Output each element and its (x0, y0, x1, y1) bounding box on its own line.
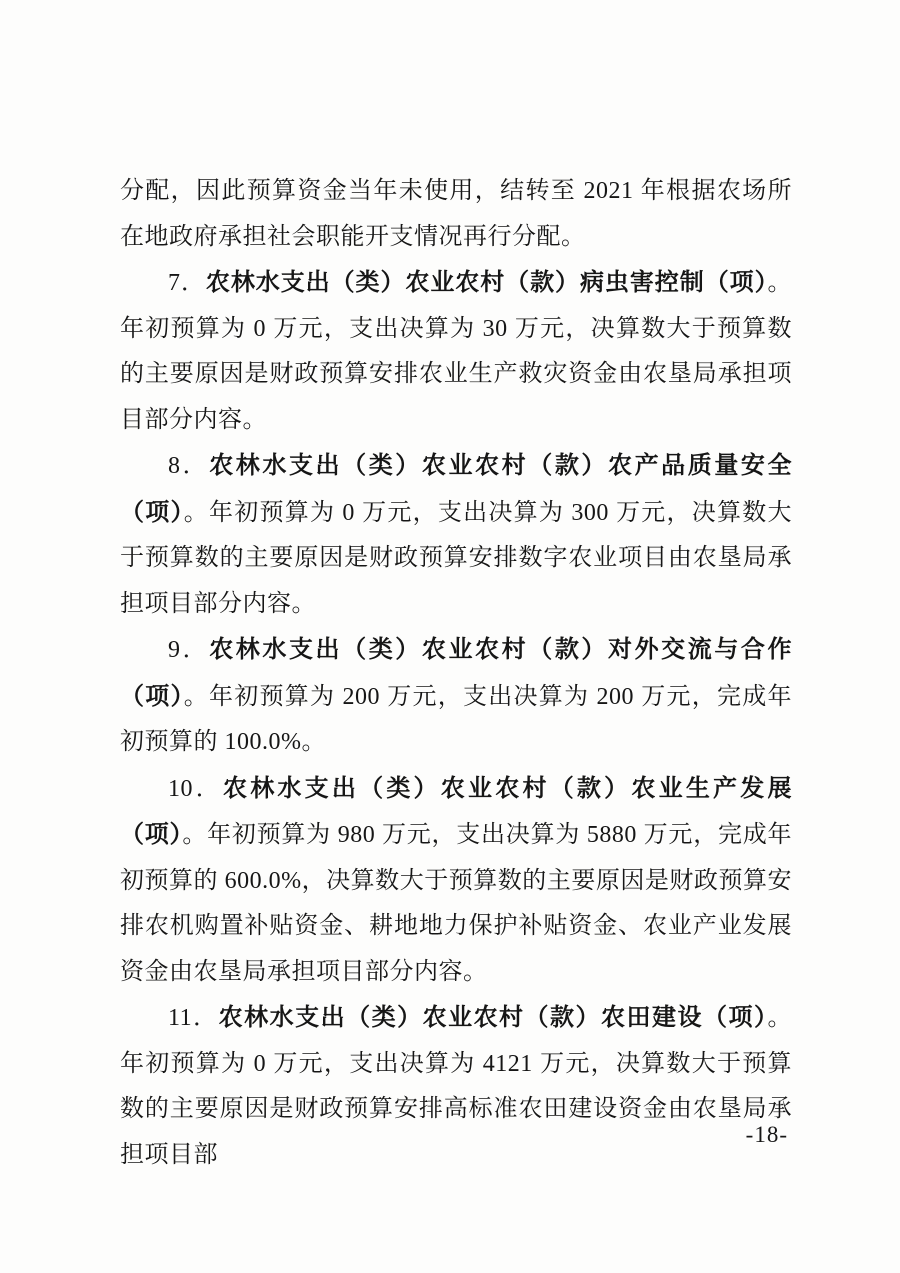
para-carryover-continuation (120, 169, 792, 260)
text-run: 分配，因此预算资金当年未使用，结转至 2021 年根据农场所在地政府承担社会职能开支情况再行分配。 (120, 178, 792, 250)
document-body (120, 169, 792, 1178)
text-run: 。年初预算为 980 万元，支出决算为 5880 万元，完成年初预算的 600.0%，决算数大于预算数的主要原因是财政预算安排农机购置补贴资金、耕地地力保护补贴资金、农业产业发展资金由农垦局承担项目部分内容。 (120, 822, 793, 985)
text-run: 9． (168, 637, 210, 663)
para-item-10-agricultural-production-development (120, 766, 792, 996)
heading-run: 农林水支出（类）农业农村（款）对外交流与合作（项） (120, 636, 793, 710)
text-run: 7． (168, 270, 206, 296)
text-run: 11． (168, 1005, 219, 1031)
para-item-8-produce-quality-safety (120, 443, 792, 627)
para-item-9-foreign-exchange-cooperation (120, 627, 792, 766)
para-item-7-pest-control (120, 260, 792, 443)
text-run: 8． (168, 453, 210, 479)
text-run: 。年初预算为 0 万元，支出决算为 30 万元，决算数大于预算数的主要原因是财政预算安排农业生产救灾资金由农垦局承担项目部分内容。 (120, 270, 793, 433)
heading-run: 农林水支出（类）农业农村（款）病虫害控制（项） (205, 269, 768, 296)
text-run: 。年初预算为 200 万元，支出决算为 200 万元，完成年初预算的 100.0%。 (120, 683, 792, 755)
para-item-11-farmland-construction (120, 995, 792, 1178)
heading-run: 农林水支出（类）农业农村（款）农产品质量安全（项） (120, 452, 793, 526)
text-run: 10． (168, 775, 223, 802)
text-run: 。年初预算为 0 万元，支出决算为 300 万元，决算数大于预算数的主要原因是财政预算安排数字农业项目由农垦局承担项目部分内容。 (120, 499, 793, 617)
heading-run: 农林水支出（类）农业农村（款）农田建设（项） (218, 1004, 768, 1031)
page-number: -18- (745, 1122, 788, 1147)
text-run: 。年初预算为 0 万元，支出决算为 4121 万元，决算数大于预算数的主要原因是财政预算安排高标准农田建设资金由农垦局承担项目部 (120, 1005, 793, 1168)
heading-run: 农林水支出（类）农业农村（款）农业生产发展（项） (120, 774, 793, 848)
